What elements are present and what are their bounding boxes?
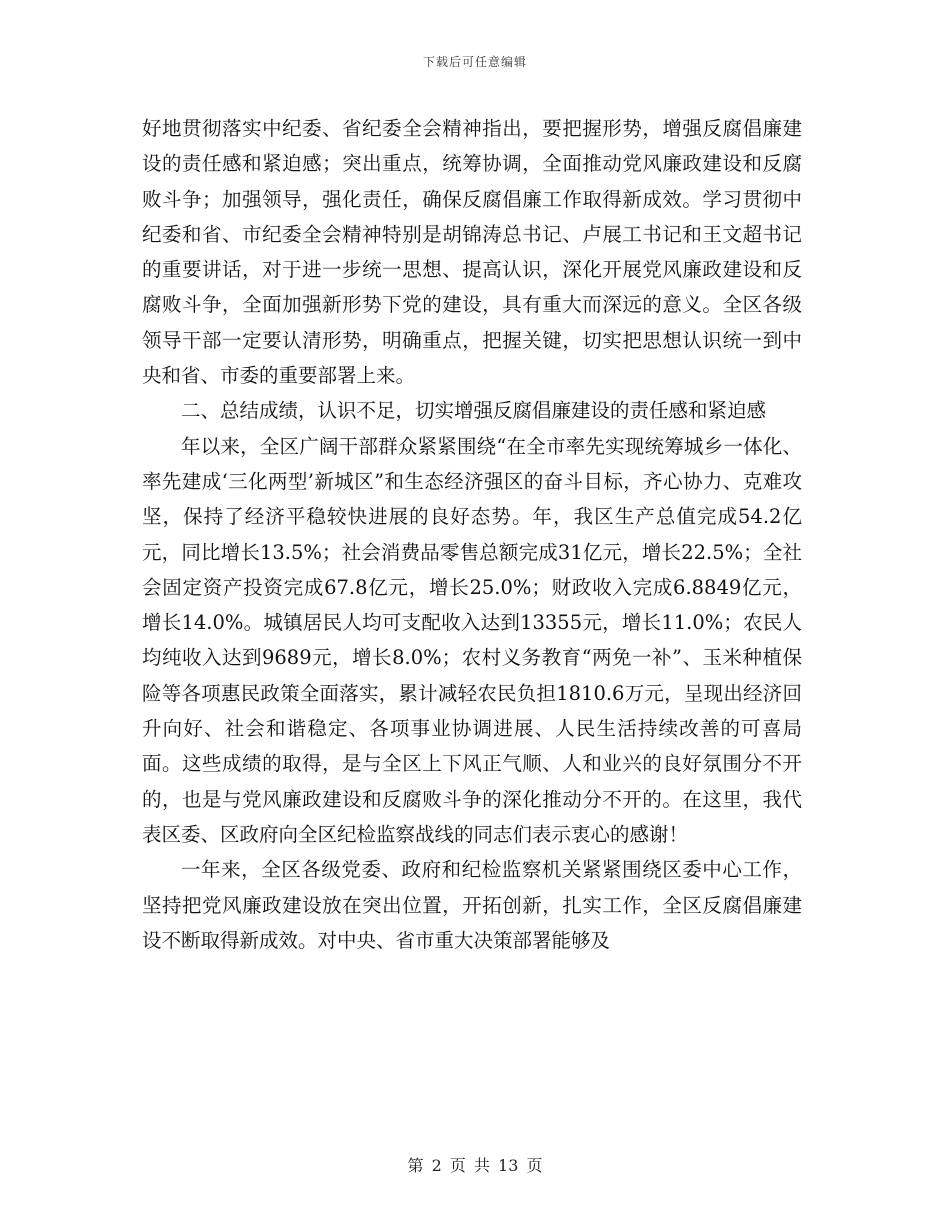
document-body: [142, 111, 802, 958]
paragraph-past-year: 一年来，全区各级党委、政府和纪检监察机关紧紧围绕区委中心工作，坚持把党风廉政建设放在突出位置，开拓创新，扎实工作，全区反腐倡廉建设不断取得新成效。对中央、省市重大决策部署能够及: [142, 858, 802, 952]
paragraph-achievements: 年以来，全区广阔干部群众紧紧围绕“在全市率先实现统筹城乡一体化、率先建成‘三化两型’新城区”和生态经济强区的奋斗目标，齐心协力、克难攻坚，保持了经济平稳较快进展的良好态势。年，我区生产总值完成54.2亿元，同比增长13.5%；社会消费品零售总额完成31亿元，增长22.5%；全社会固定资产投资完成67.8亿元，增长25.0%；财政收入完成6.8849亿元，增长14.0%。城镇居民人均可支配收入达到13355元，增长11.0%；农民人均纯收入达到9689元，增长8.0%；农村义务教育“两免一补”、玉米种植保险等各项惠民政策全面落实，累计减轻农民负担1810.6万元，呈现出经济回升向好、社会和谐稳定、各项事业协调进展、人民生活持续改善的可喜局面。这些成绩的取得，是与全区上下风正气顺、人和业兴的良好氛围分不开的，也是与党风廉政建设和反腐败斗争的深化推动分不开的。在这里，我代表区委、区政府向全区纪检监察战线的同志们表示衷心的感谢！: [142, 434, 802, 846]
paragraph-continuation: 好地贯彻落实中纪委、省纪委全会精神指出，要把握形势，增强反腐倡廉建设的责任感和紧迫感；突出重点，统筹协调，全面推动党风廉政建设和反腐败斗争；加强领导，强化责任，确保反腐倡廉工作取得新成效。学习贯彻中纪委和省、市纪委全会精神特别是胡锦涛总书记、卢展工书记和王文超书记的重要讲话，对于进一步统一思想、提高认识，深化开展党风廉政建设和反腐败斗争，全面加强新形势下党的建设，具有重大而深远的意义。全区各级领导干部一定要认清形势，明确重点，把握关键，切实把思想认识统一到中央和省、市委的重要部署上来。: [142, 117, 802, 388]
page-header-note: 下载后可任意编辑: [422, 55, 527, 69]
section-heading-2: 二、总结成绩，认识不足，切实增强反腐倡廉建设的责任感和紧迫感: [181, 399, 767, 423]
page-number: 第 2 页 共 13 页: [407, 1156, 543, 1175]
